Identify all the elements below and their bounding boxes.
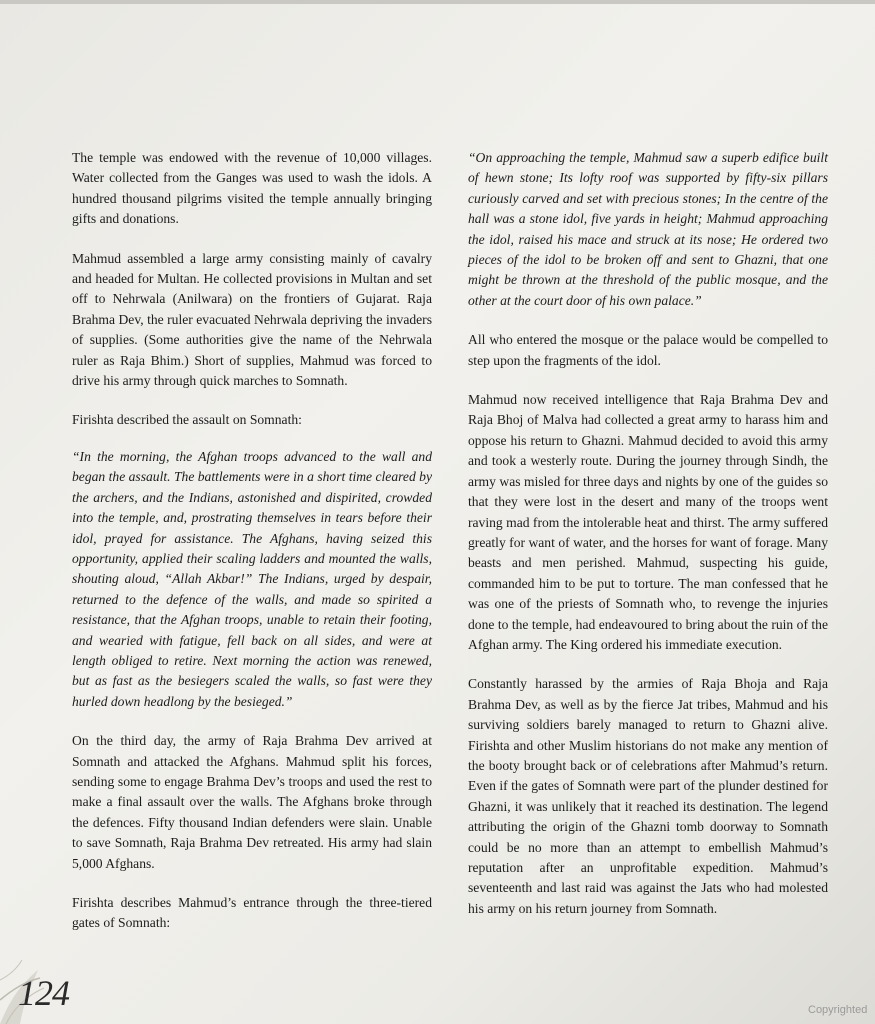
paragraph: Mahmud now received intelligence that Raja Brahma Dev and Raja Bhoj of Malva had collected a great army to harass him and oppose his return to Ghazni. Mahmud decided to avoid this army and took a westerly route. During the journey through Sindh, the army was misled for three days and nights by one of the guides so that they were lost in the desert and many of the troops went raving mad from the intolerable heat and thirst. The army suffered greatly for want of water, and the horses for want of forage. Many beasts and men perished. Mahmud, suspecting his guide, commanded him to be put to torture. The man confessed that he was one of the priests of Somnath who, to revenge the injuries done to the temple, had endeavoured to bring about the ruin of the Afghan army. The King ordered his immediate execution. [468,392,828,652]
paragraph: The temple was endowed with the revenue of 10,000 villages. Water collected from the Ganges was used to wash the idols. A hundred thousand pilgrims visited the temple annually bringing gifts and donations. [72,150,432,227]
page-number: 124 [18,973,69,1013]
paragraph: On the third day, the army of Raja Brahma Dev arrived at Somnath and attacked the Afghans. Mahmud split his forces, sending some to engage Brahma Dev’s troops and used the rest to make a final assault over the walls. The Afghans broke through the defences. Fifty thousand Indian defenders were slain. Unable to save Somnath, Raja Brahma Dev retreated. His army had slain 5,000 Afghans. [72,733,432,871]
paragraph: Firishta describes Mahmud’s entrance through the three-tiered gates of Somnath: [72,895,432,931]
block-quote: “In the morning, the Afghan troops advanced to the wall and began the assault. The battlements were in a short time cleared by the archers, and the Indians, astonished and dispirited, crowded into the temple, and, prostrating themselves in tears before their idol, prayed for assistance. The Afghans, having seized this opportunity, applied their scaling ladders and mounted the walls, shouting aloud, “Allah Akbar!” The Indians, urged by despair, returned to the defence of the walls, and made so spirited a resistance, that the Afghan troops, unable to retain their footing, and wearied with fatigue, fell back on all sides, and were at length obliged to retire. Next morning the action was renewed, but as fast as the besiegers scaled the walls, so fast were they hurled down headlong by the besieged.” [72,448,432,709]
paragraph: Constantly harassed by the armies of Raja Bhoja and Raja Brahma Dev, as well as by the fierce Jat tribes, Mahmud and his surviving soldiers barely managed to return to Ghazni alive. Firishta and other Muslim historians do not make any mention of the booty brought back or of celebrations after Mahmud’s return. Even if the gates of Somnath were part of the plunder destined for Ghazni, it was unlikely that it reached its destination. The legend attributing the origin of the Ghazni tomb doorway to Somnath could be no more than an attempt to embellish Mahmud’s reputation after an unprofitable expedition. Mahmud’s seventeenth and last raid was against the Jats who had molested his army on his return journey from Somnath. [468,676,828,916]
paragraph: All who entered the mosque or the palace would be compelled to step upon the fragments of the idol. [468,332,828,368]
left-column [72,148,432,953]
paragraph: Mahmud assembled a large army consisting mainly of cavalry and headed for Multan. He collected provisions in Multan and set off to Nehrwala (Anilwara) on the frontiers of Gujarat. Raja Brahma Dev, the ruler evacuated Nehrwala depriving the invaders of supplies. (Some authorities give the name of the Nehrwala ruler as Raja Bhim.) Short of supplies, Mahmud was forced to drive his army through quick marches to Somnath. [72,250,432,389]
right-column [468,148,828,938]
paragraph: Firishta described the assault on Somnath: [72,412,302,428]
block-quote: “On approaching the temple, Mahmud saw a superb edifice built of hewn stone; Its lofty roof was supported by fifty-six pillars curiously carved and set with precious stones; In the centre of the hall was a stone idol, five yards in height; Mahmud approaching the idol, raised his mace and struck at its nose; He ordered two pieces of the idol to be broken off and sent to Ghazni, that one might be thrown at the threshold of the public mosque, and the other at the court door of his own palace.” [468,150,828,308]
copyright-watermark: Copyrighted [808,1004,868,1016]
top-edge [0,0,875,4]
